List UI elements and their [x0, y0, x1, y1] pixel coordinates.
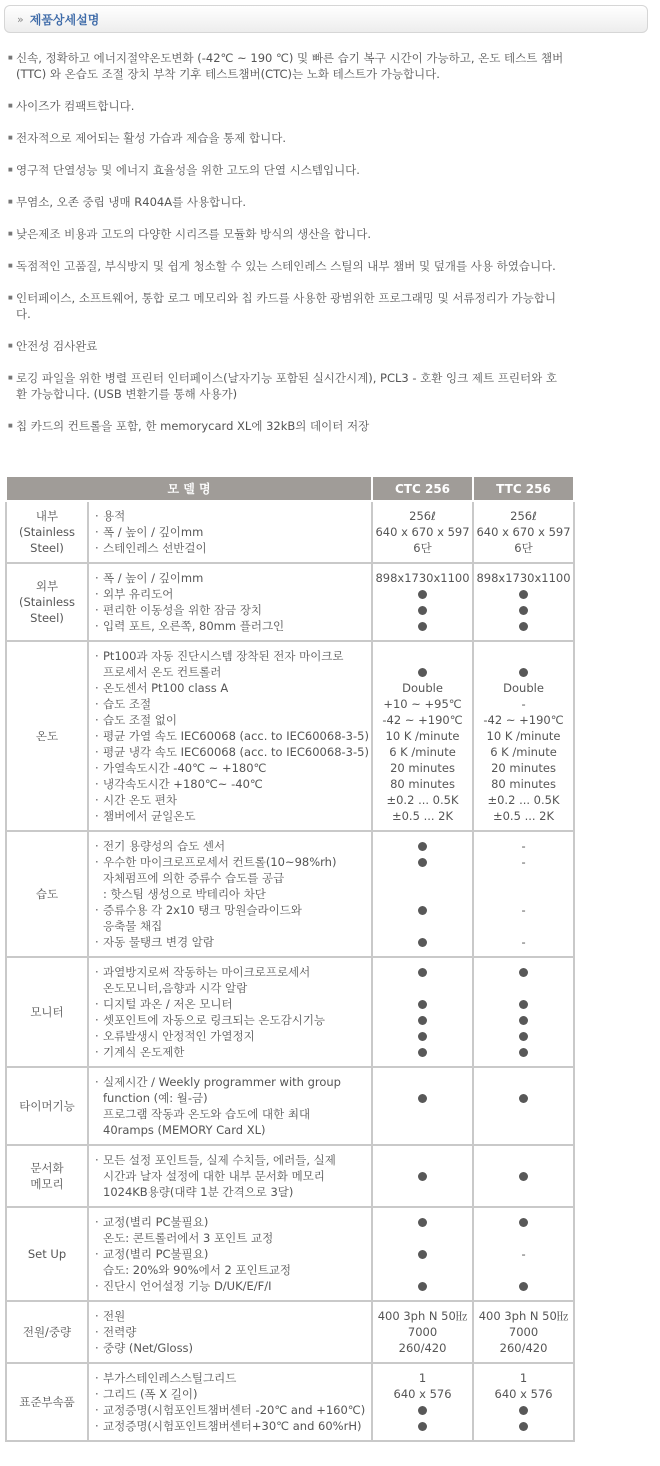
ttc-value: 6 K /minute: [490, 745, 557, 759]
included-dot-icon: [476, 586, 571, 602]
filled-circle-icon: [519, 1000, 528, 1009]
ctc-value: 1: [418, 1371, 427, 1385]
included-dot-icon: [476, 1044, 571, 1060]
ttc-values: [473, 957, 574, 1067]
feature-item: ■ 영구적 단열성능 및 에너지 효율성을 위한 고도의 단열 시스템입니다.: [8, 162, 568, 178]
filled-circle-icon: [519, 1218, 528, 1227]
included-dot-icon: [476, 1402, 571, 1418]
spec-item: · 자동 물탱크 변경 알람: [93, 934, 367, 950]
filled-circle-icon: [519, 590, 528, 599]
filled-circle-icon: [418, 1218, 427, 1227]
feature-item: ■ 로깅 파일을 위한 병렬 프린터 인터페이스(날자기능 포함된 실시간시계), PCL3 - 호환 잉크 제트 프린터와 호환 가능합니다. (USB 변환기를 통해 사용가): [8, 370, 568, 402]
ctc-value: [375, 1106, 470, 1122]
included-dot-icon: [375, 1246, 470, 1262]
spec-item: · 용적: [93, 508, 367, 524]
spec-item: · 우수한 마이크로프로세서 컨트롤(10~98%rh): [93, 854, 367, 870]
ctc-value: [375, 1152, 470, 1168]
ctc-values: [372, 1067, 473, 1145]
table-row: [6, 831, 574, 957]
filled-circle-icon: [519, 622, 528, 631]
filled-circle-icon: [418, 1094, 427, 1103]
spec-item: · 스테인레스 선반걸이: [93, 540, 367, 556]
table-row: [6, 1207, 574, 1301]
included-dot-icon: [375, 1402, 470, 1418]
feature-item: ■ 무염소, 오존 중립 냉매 R404A를 사용합니다.: [8, 194, 568, 210]
filled-circle-icon: [519, 1172, 528, 1181]
ttc-value: -: [521, 697, 526, 711]
row-category: [6, 957, 88, 1067]
table-row: [6, 1067, 574, 1145]
ctc-value: ±0.5 ... 2K: [391, 809, 454, 823]
row-category: [6, 1363, 88, 1441]
ctc-value: +10 ~ +95℃: [383, 697, 462, 711]
ctc-value: 898x1730x1100: [375, 571, 470, 585]
ttc-value: [476, 886, 571, 902]
ctc-value: 400 3ph N 50㎐: [377, 1309, 468, 1323]
row-items: [88, 563, 372, 641]
row-category: [6, 1301, 88, 1363]
row-items: [88, 1363, 372, 1441]
spec-item: · 교정증명(시험포인트챔버센터 -20℃ and +160℃): [93, 1402, 367, 1418]
section-title: 제품상세설명: [29, 12, 100, 27]
feature-list: [8, 50, 568, 450]
included-dot-icon: [375, 1214, 470, 1230]
included-dot-icon: [476, 1168, 571, 1184]
filled-circle-icon: [519, 1422, 528, 1431]
row-items: [88, 641, 372, 831]
included-dot-icon: [375, 902, 470, 918]
header-ctc-256: CTC 256: [372, 476, 473, 501]
ctc-value: [375, 870, 470, 886]
category-label: 모니터: [30, 1005, 64, 1019]
included-dot-icon: [476, 664, 571, 680]
spec-item: : 핫스팀 생성으로 박테리아 차단: [103, 887, 266, 901]
chevron-right-icon: »: [17, 12, 24, 26]
included-dot-icon: [375, 1090, 470, 1106]
ttc-value: 6단: [514, 541, 533, 555]
spec-item: · 교정증명(시험포인트챔버센터+30℃ and 60%rH): [93, 1418, 367, 1434]
ctc-values: [372, 957, 473, 1067]
filled-circle-icon: [519, 1016, 528, 1025]
category-label: (Stainless: [18, 525, 76, 539]
included-dot-icon: [375, 1028, 470, 1044]
category-label: 타이머기능: [19, 1099, 75, 1113]
filled-circle-icon: [519, 1406, 528, 1415]
spec-item: function (예: 월-금): [103, 1091, 208, 1105]
included-dot-icon: [375, 1044, 470, 1060]
feature-item: ■ 인터페이스, 소프트웨어, 통합 로그 메모리와 칩 카드를 사용한 광범위한 프로그래밍 및 서류정리가 가능합니다.: [8, 290, 568, 322]
filled-circle-icon: [418, 938, 427, 947]
included-dot-icon: [375, 996, 470, 1012]
included-dot-icon: [476, 1278, 571, 1294]
ctc-value: 256ℓ: [409, 509, 436, 523]
filled-circle-icon: [418, 1172, 427, 1181]
header-model-name: 모 델 명: [6, 476, 372, 501]
row-items: [88, 1301, 372, 1363]
table-row: [6, 501, 574, 563]
ctc-values: [372, 563, 473, 641]
ttc-value: ±0.5 ... 2K: [492, 809, 555, 823]
spec-item: · 습도 조절 없이: [93, 712, 367, 728]
ctc-values: [372, 501, 473, 563]
included-dot-icon: [375, 964, 470, 980]
included-dot-icon: [375, 1012, 470, 1028]
spec-item: · 그리드 (폭 X 길이): [93, 1386, 367, 1402]
ctc-value: 260/420: [398, 1341, 447, 1355]
ctc-value: [375, 648, 470, 664]
spec-item: · 외부 유리도어: [93, 586, 367, 602]
filled-circle-icon: [418, 968, 427, 977]
included-dot-icon: [476, 1028, 571, 1044]
spec-item: · 디지털 과온 / 저온 모니터: [93, 996, 367, 1012]
ttc-value: 20 minutes: [491, 761, 556, 775]
ttc-value: -: [521, 903, 526, 917]
included-dot-icon: [375, 586, 470, 602]
ttc-value: -42 ~ +190℃: [483, 713, 564, 727]
spec-item: 시간과 날자 설정에 대한 내부 문서화 메모리: [103, 1169, 325, 1183]
category-label: 내부: [35, 509, 59, 523]
included-dot-icon: [375, 854, 470, 870]
category-label: (Stainless: [18, 595, 76, 609]
filled-circle-icon: [418, 606, 427, 615]
filled-circle-icon: [519, 1282, 528, 1291]
ttc-values: [473, 501, 574, 563]
row-items: [88, 831, 372, 957]
spec-item: 40ramps (MEMORY Card XL): [103, 1123, 266, 1137]
table-row: [6, 1145, 574, 1207]
ctc-value: [375, 1184, 470, 1200]
ctc-values: [372, 1301, 473, 1363]
category-label: 습도: [35, 887, 59, 901]
ctc-value: [375, 1230, 470, 1246]
ctc-value: -42 ~ +190℃: [382, 713, 463, 727]
feature-item: ■ 신속, 정확하고 에너지절약온도변화 (-42℃ ~ 190 ℃) 및 빠른 습기 복구 시간이 가능하고, 온도 테스트 챔버(TTC) 와 온습도 조절 장치 부착 기후 테스트챔버(CTC)는 노화 테스트가 가능합니다.: [8, 50, 568, 82]
ctc-value: [375, 886, 470, 902]
spec-item: · 교정(별리 PC불필요): [93, 1214, 367, 1230]
spec-item: · 교정(별리 PC불필요): [93, 1246, 367, 1262]
row-items: [88, 957, 372, 1067]
feature-item: ■ 독점적인 고품질, 부식방지 및 쉽게 청소할 수 있는 스테인레스 스틸의 내부 챔버 및 덮개를 사용 하였습니다.: [8, 258, 568, 274]
included-dot-icon: [476, 996, 571, 1012]
row-category: [6, 501, 88, 563]
ttc-value: [476, 1184, 571, 1200]
spec-item: · 냉각속도시간 +180℃~ -40℃: [93, 776, 367, 792]
spec-item: · 평균 가열 속도 IEC60068 (acc. to IEC60068-3-5): [93, 728, 367, 744]
included-dot-icon: [375, 602, 470, 618]
ttc-value: 80 minutes: [491, 777, 556, 791]
filled-circle-icon: [519, 1048, 528, 1057]
ttc-value: 640 x 576: [494, 1387, 553, 1401]
table-row: [6, 641, 574, 831]
spec-item: · 셋포인트에 자동으로 링크되는 온도감시기능: [93, 1012, 367, 1028]
filled-circle-icon: [418, 1048, 427, 1057]
included-dot-icon: [375, 664, 470, 680]
filled-circle-icon: [418, 1016, 427, 1025]
ctc-value: ±0.2 ... 0.5K: [386, 793, 459, 807]
filled-circle-icon: [418, 1282, 427, 1291]
ttc-value: 898x1730x1100: [476, 571, 571, 585]
ctc-value: 10 K /minute: [385, 729, 460, 743]
filled-circle-icon: [418, 1032, 427, 1041]
row-category: [6, 831, 88, 957]
spec-item: · 시간 온도 편차: [93, 792, 367, 808]
ttc-values: [473, 1363, 574, 1441]
ttc-value: -: [521, 1247, 526, 1261]
ttc-value: [476, 980, 571, 996]
ctc-values: [372, 1363, 473, 1441]
spec-item: · 전원: [93, 1308, 367, 1324]
ttc-values: [473, 1067, 574, 1145]
spec-item: · 편리한 이동성을 위한 잠금 장치: [93, 602, 367, 618]
feature-item: ■ 안전성 검사완료: [8, 338, 568, 354]
ttc-value: [476, 918, 571, 934]
row-items: [88, 1067, 372, 1145]
row-items: [88, 1207, 372, 1301]
ttc-value: [476, 1262, 571, 1278]
ttc-values: [473, 1145, 574, 1207]
ctc-value: 20 minutes: [390, 761, 455, 775]
spec-item: · 오류발생시 안정적인 가열정지: [93, 1028, 367, 1044]
spec-item: · 기계식 온도제한: [93, 1044, 367, 1060]
row-items: [88, 1145, 372, 1207]
ttc-value: 400 3ph N 50㎐: [478, 1309, 569, 1323]
filled-circle-icon: [418, 590, 427, 599]
ttc-value: 640 x 670 x 597: [476, 525, 571, 539]
spec-item: · 폭 / 높이 / 깊이mm: [93, 524, 367, 540]
row-category: [6, 641, 88, 831]
section-header: [4, 5, 648, 33]
filled-circle-icon: [519, 668, 528, 677]
row-category: [6, 563, 88, 641]
table-row: [6, 1301, 574, 1363]
included-dot-icon: [476, 602, 571, 618]
row-category: [6, 1067, 88, 1145]
ctc-value: [375, 1262, 470, 1278]
spec-item: · 중량 (Net/Gloss): [93, 1340, 367, 1356]
spec-item: · 온도센서 Pt100 class A: [93, 680, 367, 696]
category-label: 문서화: [30, 1161, 64, 1175]
table-header-row: [6, 476, 574, 501]
filled-circle-icon: [418, 1250, 427, 1259]
ctc-value: 6 K /minute: [389, 745, 456, 759]
ttc-values: [473, 563, 574, 641]
table-row: [6, 563, 574, 641]
ttc-values: [473, 831, 574, 957]
spec-item: · 폭 / 높이 / 깊이mm: [93, 570, 367, 586]
spec-item: · 부가스테인레스스틸그리드: [93, 1370, 367, 1386]
ttc-value: 256ℓ: [510, 509, 537, 523]
ttc-values: [473, 1207, 574, 1301]
filled-circle-icon: [418, 1406, 427, 1415]
row-category: [6, 1145, 88, 1207]
category-label: 메모리: [30, 1177, 64, 1191]
ctc-value: [375, 1122, 470, 1138]
category-label: Steel): [30, 611, 64, 625]
ttc-value: [476, 1230, 571, 1246]
ctc-values: [372, 1145, 473, 1207]
spec-item: 습도: 20%와 90%에서 2 포인트교정: [103, 1263, 292, 1277]
ttc-value: -: [521, 935, 526, 949]
ctc-values: [372, 1207, 473, 1301]
ttc-value: -: [521, 839, 526, 853]
ctc-value: 640 x 576: [393, 1387, 452, 1401]
included-dot-icon: [476, 964, 571, 980]
category-label: 외부: [35, 579, 59, 593]
included-dot-icon: [476, 1214, 571, 1230]
ctc-value: 6단: [413, 541, 432, 555]
spec-item: 온도모니터,음향과 시각 알람: [103, 981, 248, 995]
feature-item: ■ 칩 카드의 컨트롤을 포함, 한 memorycard XL에 32kB의 데이터 저장: [8, 418, 568, 434]
ttc-value: 7000: [508, 1325, 539, 1339]
ttc-value: 260/420: [499, 1341, 548, 1355]
spec-item: · 전력량: [93, 1324, 367, 1340]
spec-item: · 증류수용 각 2x10 탱크 망원슬라이드와: [93, 902, 367, 918]
ttc-value: 10 K /minute: [486, 729, 561, 743]
ttc-values: [473, 641, 574, 831]
ctc-value: [375, 980, 470, 996]
included-dot-icon: [476, 618, 571, 634]
included-dot-icon: [476, 1012, 571, 1028]
header-ttc-256: TTC 256: [473, 476, 574, 501]
spec-item: 온도: 콘트롤러에서 3 포인트 교정: [103, 1231, 274, 1245]
spec-item: · 입력 포트, 오른쪽, 80mm 플러그인: [93, 618, 367, 634]
spec-item: 프로세서 온도 컨트롤러: [103, 665, 222, 679]
ctc-value: [375, 918, 470, 934]
filled-circle-icon: [519, 606, 528, 615]
table-row: [6, 957, 574, 1067]
ttc-value: [476, 1152, 571, 1168]
ctc-value: Double: [402, 681, 443, 695]
table-row: [6, 1363, 574, 1441]
filled-circle-icon: [418, 622, 427, 631]
ttc-value: [476, 1106, 571, 1122]
spec-item: · 습도 조절: [93, 696, 367, 712]
category-label: Set Up: [27, 1247, 67, 1261]
ctc-value: [375, 1074, 470, 1090]
filled-circle-icon: [418, 858, 427, 867]
row-category: [6, 1207, 88, 1301]
spec-item: 응축물 채집: [103, 919, 163, 933]
included-dot-icon: [375, 934, 470, 950]
included-dot-icon: [375, 1278, 470, 1294]
included-dot-icon: [375, 1168, 470, 1184]
feature-item: ■ 사이즈가 컴팩트합니다.: [8, 98, 568, 114]
filled-circle-icon: [519, 968, 528, 977]
category-label: Steel): [30, 541, 64, 555]
ttc-value: [476, 1122, 571, 1138]
included-dot-icon: [375, 1418, 470, 1434]
ttc-value: 1: [519, 1371, 528, 1385]
category-label: 온도: [35, 729, 59, 743]
ttc-value: [476, 648, 571, 664]
filled-circle-icon: [418, 906, 427, 915]
spec-item: 프로그램 작동과 온도와 습도에 대한 최대: [103, 1107, 311, 1121]
spec-item: · Pt100과 자동 진단시스템 장착된 전자 마이크로: [93, 648, 367, 664]
spec-item: · 모든 설정 포인트들, 실제 수치들, 에러들, 실제: [93, 1152, 367, 1168]
ttc-value: ±0.2 ... 0.5K: [487, 793, 560, 807]
feature-item: ■ 전자적으로 제어되는 활성 가습과 제습을 통제 합니다.: [8, 130, 568, 146]
filled-circle-icon: [418, 842, 427, 851]
included-dot-icon: [476, 1418, 571, 1434]
ctc-value: 80 minutes: [390, 777, 455, 791]
ttc-value: Double: [503, 681, 544, 695]
ctc-value: 7000: [407, 1325, 438, 1339]
included-dot-icon: [476, 1090, 571, 1106]
feature-item: ■ 낮은제조 비용과 고도의 다양한 시리즈를 모듈화 방식의 생산을 합니다.: [8, 226, 568, 242]
included-dot-icon: [375, 838, 470, 854]
included-dot-icon: [375, 618, 470, 634]
spec-item: · 과열방지로써 작동하는 마이크로프로세서: [93, 964, 367, 980]
filled-circle-icon: [418, 1422, 427, 1431]
row-items: [88, 501, 372, 563]
spec-item: 자체펌프에 의한 증류수 습도를 공급: [103, 871, 285, 885]
spec-item: · 전기 용량성의 습도 센서: [93, 838, 367, 854]
ctc-values: [372, 641, 473, 831]
spec-item: · 실제시간 / Weekly programmer with group: [93, 1074, 367, 1090]
spec-item: · 챔버에서 균일온도: [93, 808, 367, 824]
ttc-value: [476, 1074, 571, 1090]
spec-table: [5, 475, 575, 1442]
filled-circle-icon: [418, 1000, 427, 1009]
ctc-value: 640 x 670 x 597: [375, 525, 470, 539]
spec-item: · 가열속도시간 -40℃ ~ +180℃: [93, 760, 367, 776]
ttc-values: [473, 1301, 574, 1363]
category-label: 전원/중량: [22, 1325, 72, 1339]
spec-item: · 진단시 언어설정 기능 D/UK/E/F/I: [93, 1278, 367, 1294]
ttc-value: [476, 870, 571, 886]
category-label: 표준부속품: [19, 1395, 75, 1409]
filled-circle-icon: [418, 668, 427, 677]
ctc-values: [372, 831, 473, 957]
ttc-value: -: [521, 855, 526, 869]
filled-circle-icon: [519, 1094, 528, 1103]
spec-item: 1024KB용량(대략 1분 간격으로 3달): [103, 1185, 294, 1199]
spec-item: · 평균 냉각 속도 IEC60068 (acc. to IEC60068-3-5): [93, 744, 367, 760]
filled-circle-icon: [519, 1032, 528, 1041]
